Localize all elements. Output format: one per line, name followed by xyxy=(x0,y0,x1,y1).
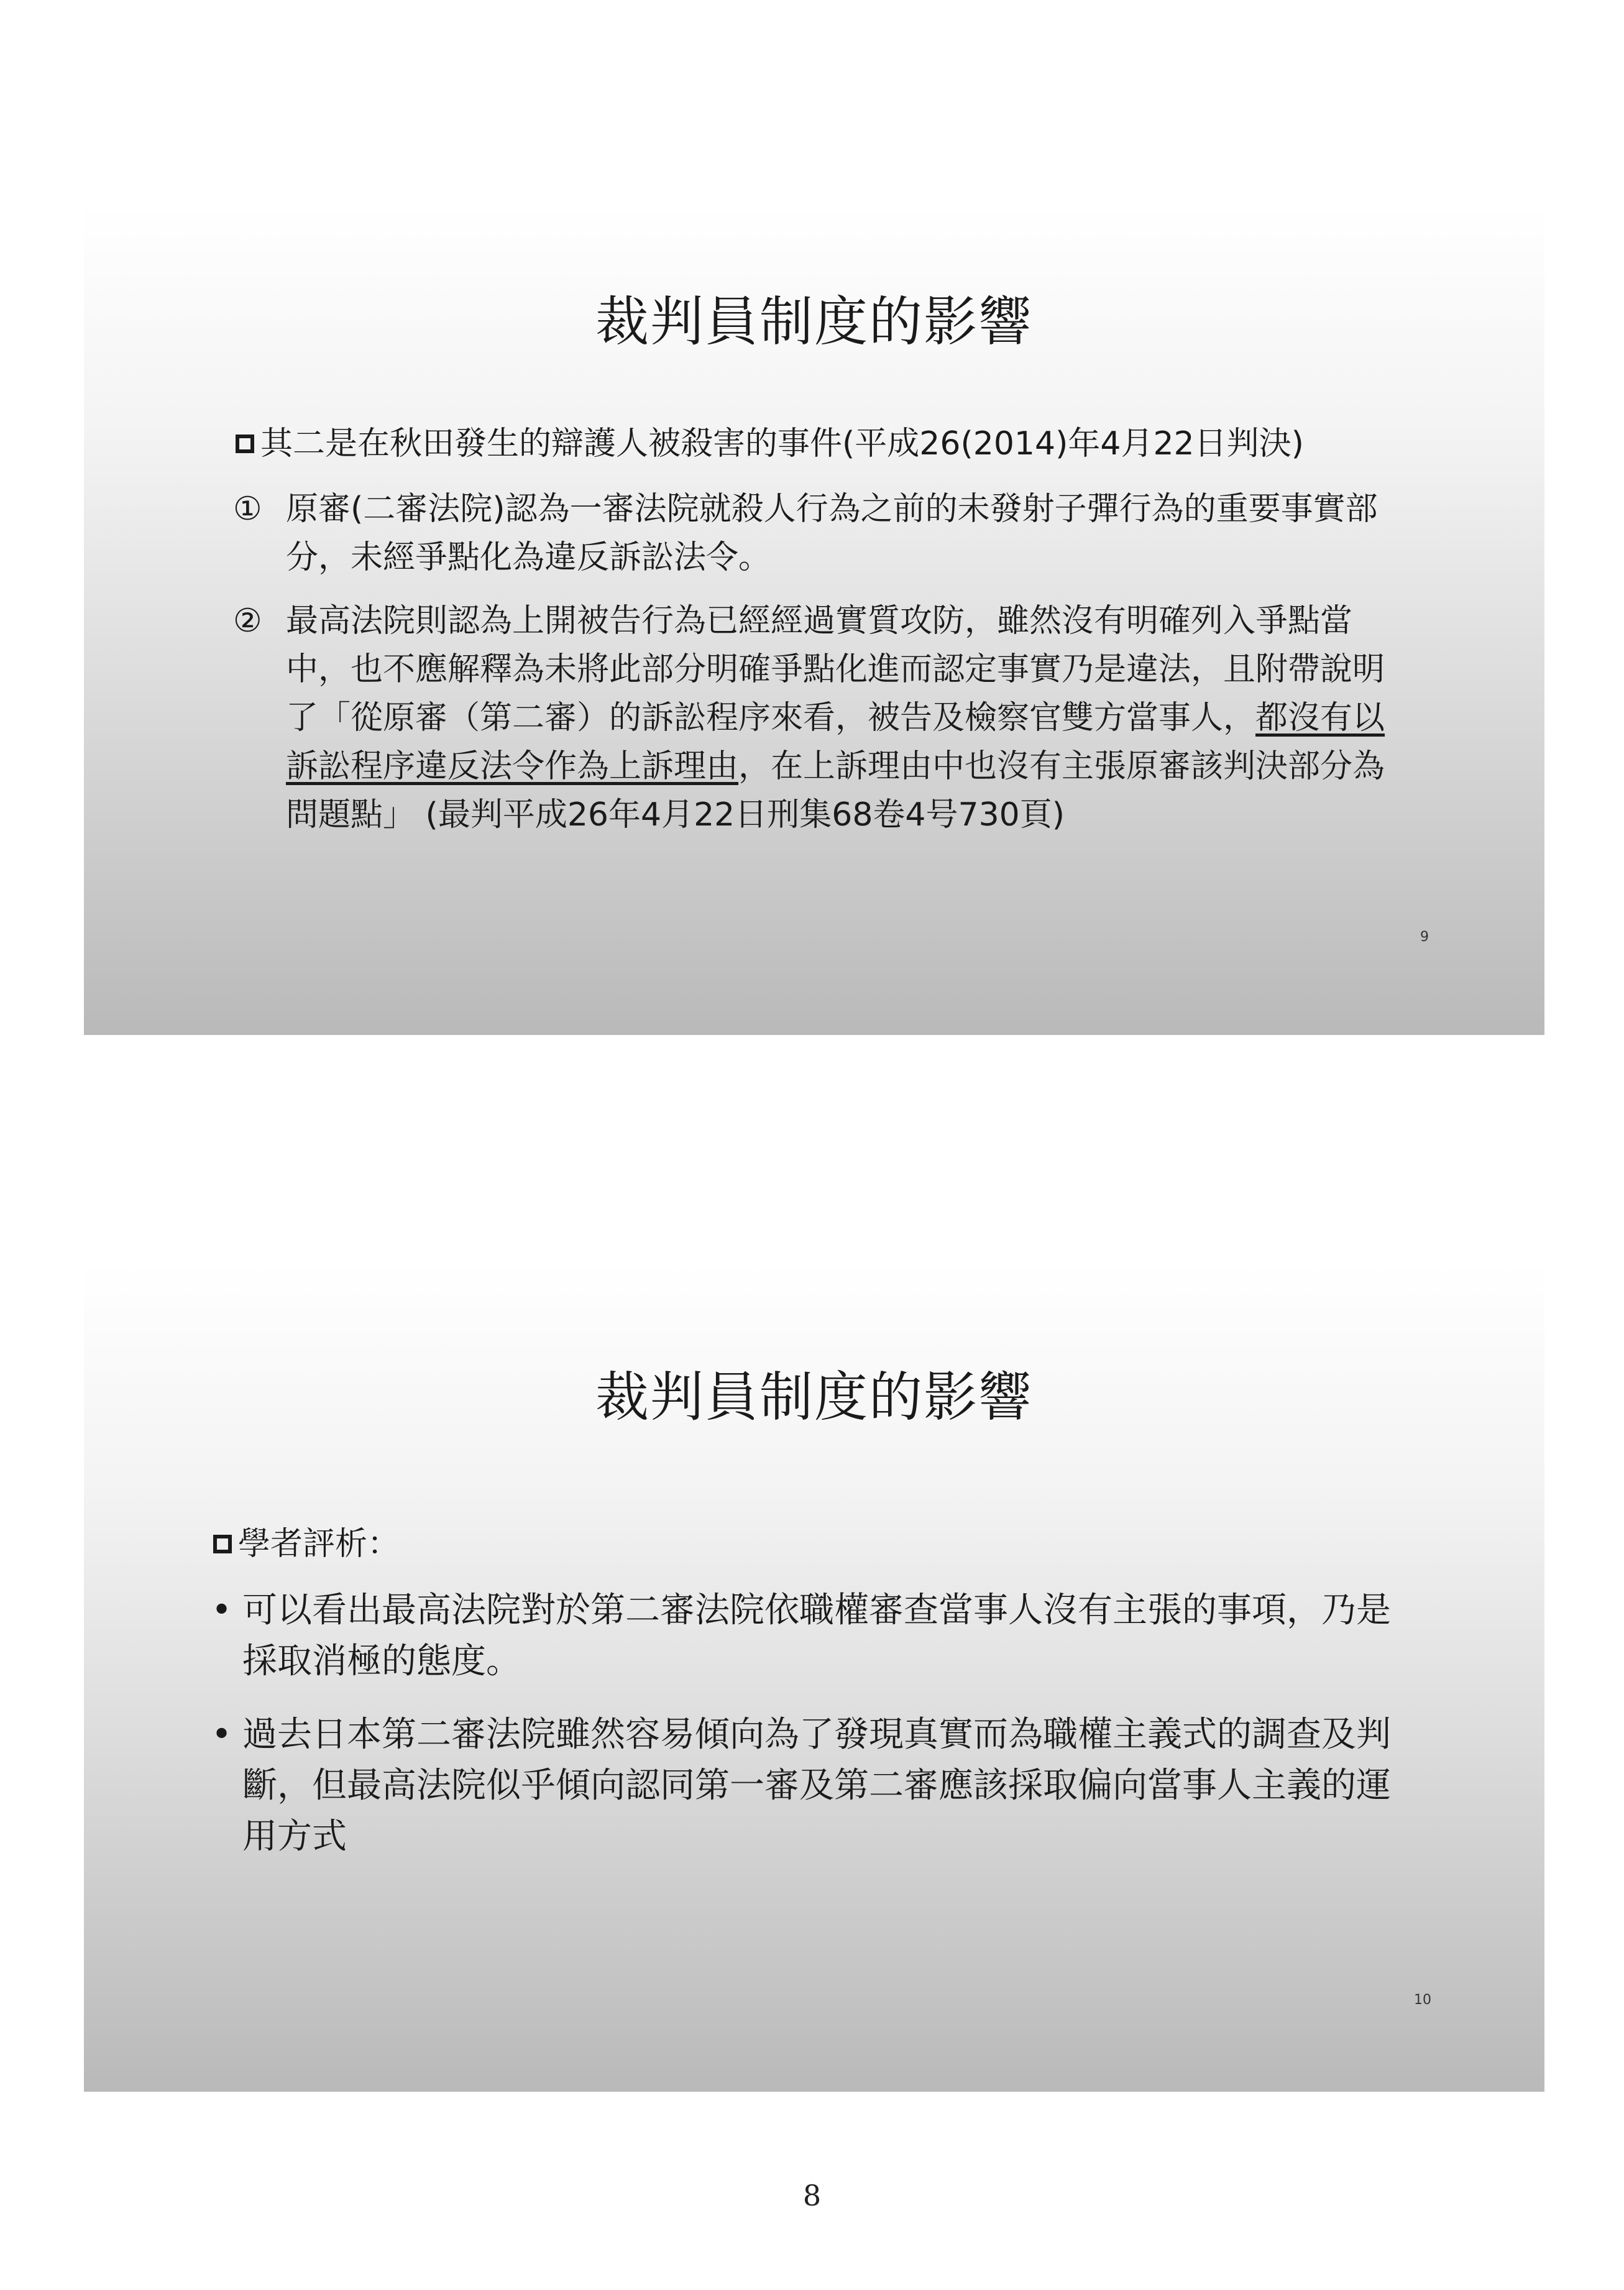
item-text-part: 最高法院則認為上開被告行為已經經過實質攻防，雖然沒有明確列入爭點當中，也不應解釋為未將此部分明確爭點化進而認定事實乃是違法，且附帶說明了「從原審（第二審）的訴訟程序來看，被告及檢察官雙方當事人， xyxy=(286,602,1385,737)
item-text: 可以看出最高法院對於第二審法院依職權審查當事人沒有主張的事項，乃是採取消極的態度。 xyxy=(242,1590,1391,1681)
item-text: 過去日本第二審法院雖然容易傾向為了發現真實而為職權主義式的調查及判斷，但最高法院似乎傾向認同第一審及第二審應該採取偏向當事人主義的運用方式 xyxy=(242,1714,1391,1857)
item-text xyxy=(286,597,1395,839)
slide-title: 裁判員制度的影響 xyxy=(595,291,1033,353)
slide-9 xyxy=(84,205,1544,1035)
page-number: 8 xyxy=(802,2179,822,2212)
item-text-part: ，在上訴理由中也沒有主張原審該判決部分為問題點」 (最判平成26年4月22日刑集68卷4号730頁) xyxy=(286,748,1385,834)
bullet-text: 學者評析： xyxy=(238,1525,400,1563)
list-item xyxy=(211,1709,1392,1862)
slide-10 xyxy=(84,1262,1544,2092)
square-bullet-icon xyxy=(213,1535,232,1553)
item-text: 原審(二審法院)認為一審法院就殺人行為之前的未發射子彈行為的重要事實部分，未經爭點化為違反訴訟法令。 xyxy=(286,490,1378,576)
bullet-text: 其二是在秋田發生的辯護人被殺害的事件(平成26(2014)年4月22日判決) xyxy=(260,425,1304,462)
underlined-text: 都沒有以訴訟程序違反法令作為上訴理由 xyxy=(286,699,1385,785)
list-item xyxy=(211,1585,1392,1687)
list-item xyxy=(233,485,1395,582)
bullet-dot-icon: • xyxy=(211,1714,232,1755)
bullet-heading xyxy=(236,423,1304,465)
bullet-dot-icon: • xyxy=(211,1590,232,1630)
slide-number: 10 xyxy=(1414,1992,1431,2008)
bullet-heading xyxy=(213,1523,400,1565)
list-item xyxy=(233,597,1395,839)
square-bullet-icon xyxy=(236,435,254,453)
slide-number: 9 xyxy=(1420,929,1429,945)
item-marker: ② xyxy=(233,602,262,640)
slide-title: 裁判員制度的影響 xyxy=(595,1366,1033,1428)
item-marker: ① xyxy=(233,490,262,528)
